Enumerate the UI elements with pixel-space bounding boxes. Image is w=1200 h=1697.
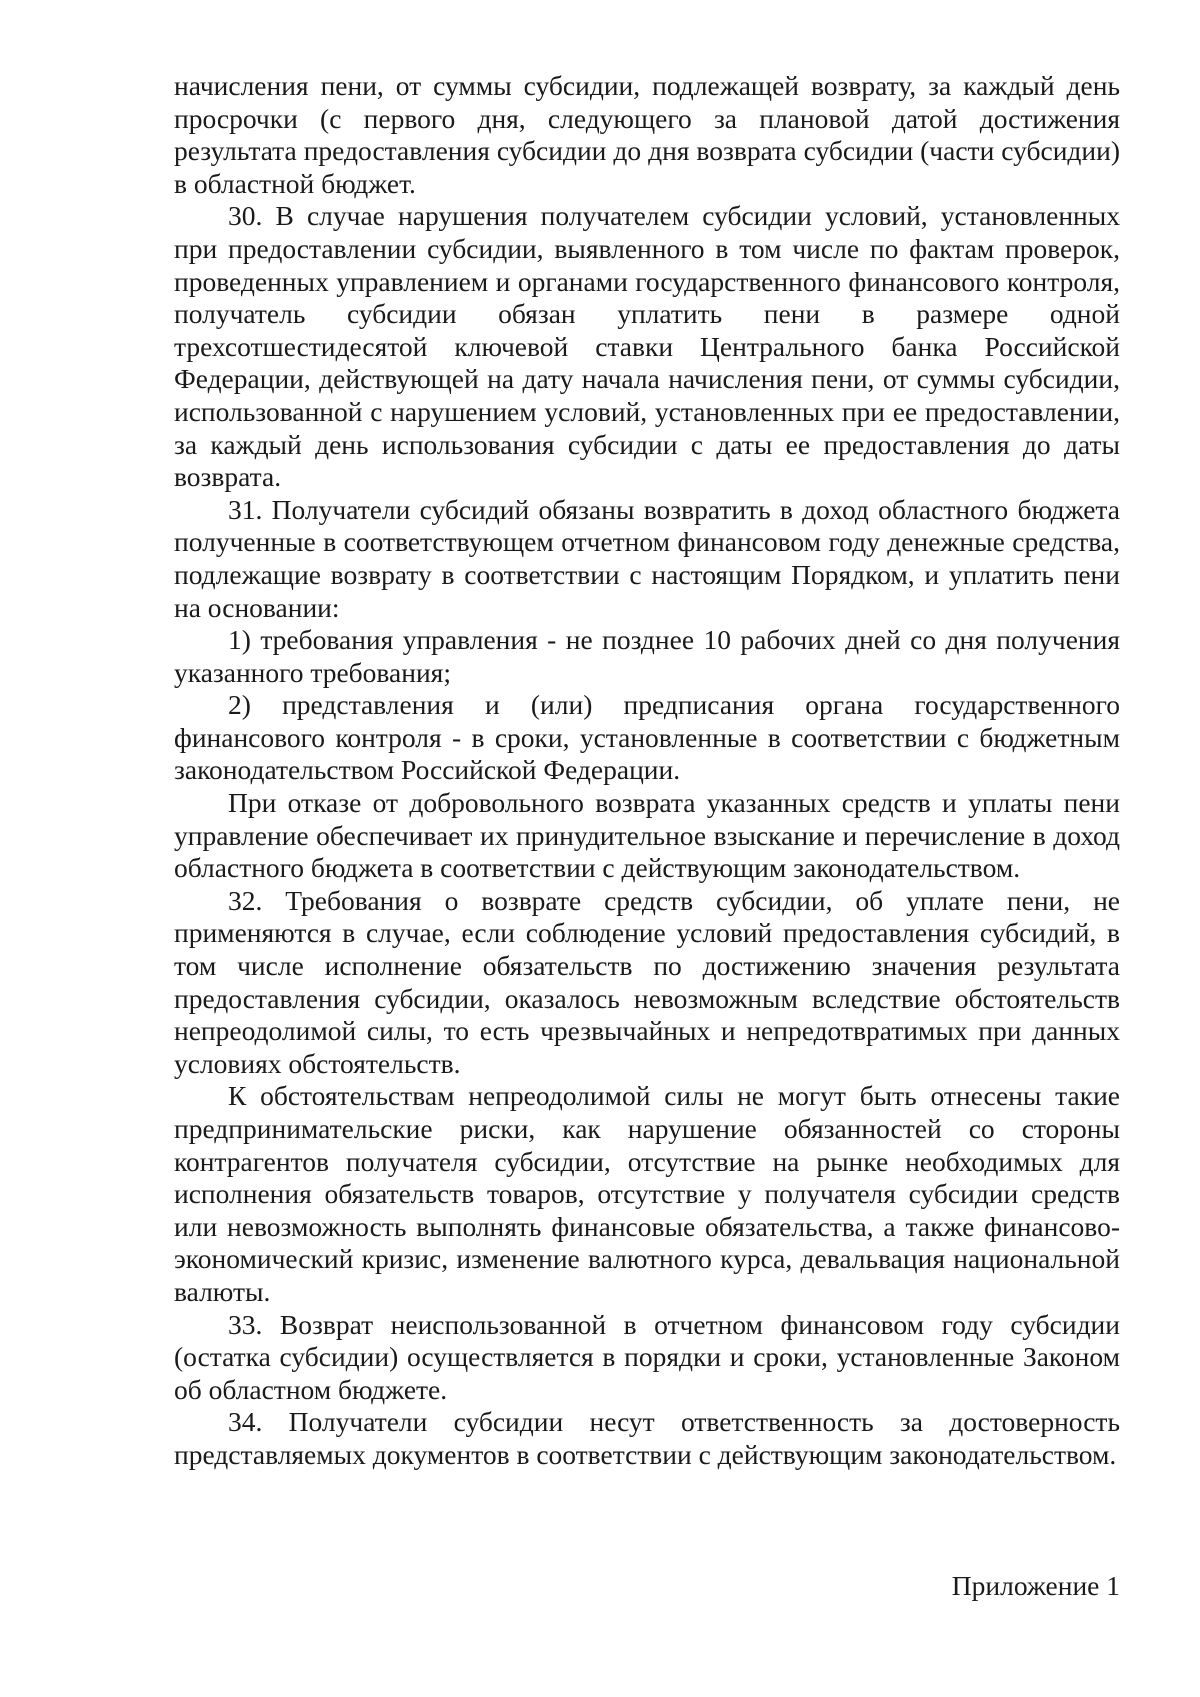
paragraph-31-item-1: 1) требования управления - не позднее 10 рабочих дней со дня получения указанного требования; [174,624,1120,688]
paragraph-34: 34. Получатели субсидии несут ответственность за достоверность представляемых документов в соответствии с действующим законодательством. [174,1406,1120,1470]
paragraph-32: 32. Требования о возврате средств субсидии, об уплате пени, не применяются в случае, если соблюдение условий предоставления субсидий, в том числе исполнение обязательств по достижению значения результата предоставления субсидии, оказалось невозможным вследствие обстоятельств непреодолимой силы, то есть чрезвычайных и непредотвратимых при данных условиях обстоятельств. [174,884,1120,1079]
document-body [174,70,1120,1472]
appendix-label: Приложение 1 [951,1570,1120,1601]
paragraph-continuation: начисления пени, от суммы субсидии, подлежащей возврату, за каждый день просрочки (с первого дня, следующего за плановой датой достижения результата предоставления субсидии до дня возврата субсидии (части субсидии) в областной бюджет. [174,70,1120,199]
paragraph-30: 30. В случае нарушения получателем субсидии условий, установленных при предоставлении субсидии, выявленного в том числе по фактам проверок, проведенных управлением и органами государственного финансового контроля, получатель субсидии обязан уплатить пени в размере одной трехсотшестидесятой ключевой ставки Центрального банка Российской Федерации, действующей на дату начала начисления пени, от суммы субсидии, использованной с нарушением условий, установленных при ее предоставлении, за каждый день использования субсидии с даты ее предоставления до даты возврата. [174,200,1120,493]
paragraph-31-item-2: 2) представления и (или) предписания органа государственного финансового контроля - в сроки, установленные в соответствии с бюджетным законодательством Российской Федерации. [174,689,1120,786]
paragraph-33: 33. Возврат неиспользованной в отчетном финансовом году субсидии (остатка субсидии) осуществляется в порядки и сроки, установленные Законом об областном бюджете. [174,1308,1120,1405]
paragraph-31: 31. Получатели субсидий обязаны возвратить в доход областного бюджета полученные в соответствующем отчетном финансовом году денежные средства, подлежащие возврату в соответствии с настоящим Порядком, и уплатить пени на основании: [174,493,1120,623]
paragraph-refusal: При отказе от добровольного возврата указанных средств и уплаты пени управление обеспечивает их принудительное взыскание и перечисление в доход областного бюджета в соответствии с действующим законодательством. [174,787,1120,884]
paragraph-force-majeure: К обстоятельствам непреодолимой силы не могут быть отнесены такие предпринимательские риски, как нарушение обязанностей со стороны контрагентов получателя субсидии, отсутствие на рынке необходимых для исполнения обязательств товаров, отсутствие у получателя субсидии средств или невозможность выполнять финансовые обязательства, а также финансово-экономический кризис, изменение валютного курса, девальвация национальной валюты. [174,1080,1120,1307]
